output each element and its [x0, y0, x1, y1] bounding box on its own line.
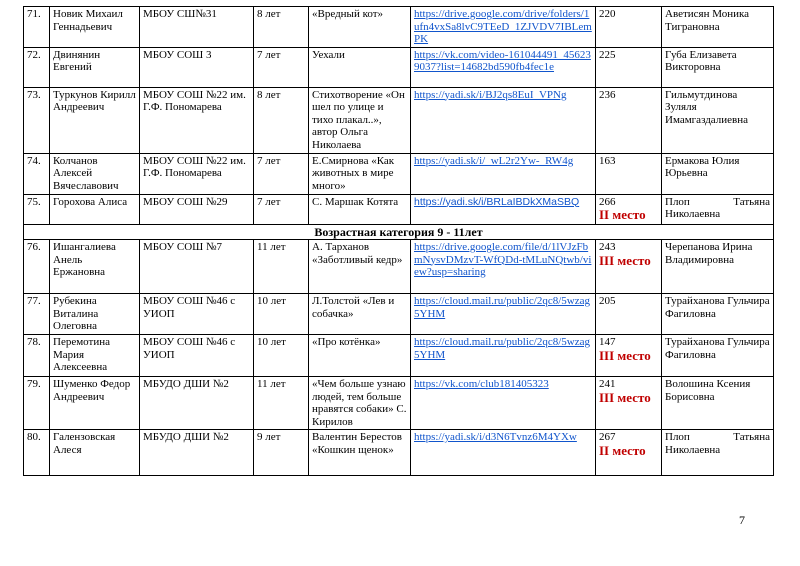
video-link-cell: [411, 335, 596, 377]
score-value: 147: [599, 336, 616, 348]
teacher-name: Черепанова Ирина Владимировна: [662, 240, 774, 294]
row-number: 73.: [24, 87, 50, 153]
place-award: II место: [599, 207, 646, 222]
video-link[interactable]: https://drive.google.com/drive/folders/1ufn4vxSa8lvC9TEeD_1ZJVDV7IBLemPK: [414, 8, 592, 45]
work-title: Л.Толстой «Лев и собачка»: [309, 294, 411, 335]
score-cell: [596, 153, 662, 194]
video-link-cell: [411, 7, 596, 48]
age-category-label: Возрастная категория 9 - 11лет: [24, 224, 774, 240]
school-name: МБОУ СОШ №46 с УИОП: [140, 294, 254, 335]
table-row: [24, 377, 774, 430]
page-number: 7: [739, 513, 745, 527]
rows-age-group-7-8: [24, 7, 774, 225]
table-row: [24, 153, 774, 194]
rows-age-group-9-11: [24, 240, 774, 476]
school-name: МБОУ СОШ 3: [140, 47, 254, 87]
participant-name: Новик Михаил Геннадьевич: [50, 7, 140, 48]
school-name: МБОУ СОШ №22 им. Г.Ф. Пономарева: [140, 153, 254, 194]
participant-name: Горохова Алиса: [50, 194, 140, 224]
table-row: [24, 87, 774, 153]
participant-name: Двинянин Евгений: [50, 47, 140, 87]
video-link[interactable]: https://yadi.sk/i/d3N6Tvnz6M4YXw: [414, 431, 577, 443]
score-cell: [596, 377, 662, 430]
score-value: 205: [599, 295, 616, 307]
participant-name: Ишангалиева Анель Ержановна: [50, 240, 140, 294]
participant-age: 7 лет: [254, 47, 309, 87]
table-row: [24, 47, 774, 87]
participant-name: Шуменко Федор Андреевич: [50, 377, 140, 430]
video-link[interactable]: https://yadi.sk/i/BJ2qs8EuI_VPNg: [414, 88, 567, 101]
video-link-cell: [411, 47, 596, 87]
table-row: [24, 294, 774, 335]
score-cell: [596, 194, 662, 224]
video-link[interactable]: https://drive.google.com/file/d/1lVJzFbmNysvDMzvT-WfQDd-tMLuNQtwb/view?usp=sharing: [414, 241, 592, 278]
work-title: «Чем больше узнаю людей, тем больше нравятся собаки» С. Кирилов: [309, 377, 411, 430]
school-name: МБУДО ДШИ №2: [140, 377, 254, 430]
video-link[interactable]: https://cloud.mail.ru/public/2qc8/5wzag5YHM: [414, 336, 590, 361]
table-row: [24, 240, 774, 294]
work-title: Е.Смирнова «Как животных в мире много»: [309, 153, 411, 194]
participant-age: 7 лет: [254, 194, 309, 224]
teacher-name: Губа Елизавета Викторовна: [662, 47, 774, 87]
video-link[interactable]: https://yadi.sk/i/BRLaIBDkXMaSBQ: [414, 195, 580, 208]
row-number: 72.: [24, 47, 50, 87]
score-value: 236: [599, 88, 616, 101]
participant-age: 10 лет: [254, 294, 309, 335]
row-number: 71.: [24, 7, 50, 48]
teacher-name: Волошина Ксения Борисовна: [662, 377, 774, 430]
work-title: Уехали: [309, 47, 411, 87]
participant-age: 11 лет: [254, 240, 309, 294]
participant-name: Рубекина Виталина Олеговна: [50, 294, 140, 335]
score-cell: [596, 240, 662, 294]
score-cell: [596, 294, 662, 335]
row-number: 75.: [24, 194, 50, 224]
video-link-cell: [411, 153, 596, 194]
score-cell: [596, 430, 662, 476]
video-link[interactable]: https://cloud.mail.ru/public/2qc8/5wzag5YHM: [414, 295, 590, 320]
participant-name: Перемотина Мария Алексеевна: [50, 335, 140, 377]
school-name: МБОУ СОШ №7: [140, 240, 254, 294]
work-title: А. Тарханов «Заботливый кедр»: [309, 240, 411, 294]
participant-age: 11 лет: [254, 377, 309, 430]
row-number: 76.: [24, 240, 50, 294]
participant-age: 7 лет: [254, 153, 309, 194]
table-row: [24, 7, 774, 48]
teacher-name: Гильмутдинова Зуляля Имамгаздалиевна: [662, 87, 774, 153]
row-number: 77.: [24, 294, 50, 335]
age-category-row: [24, 224, 774, 240]
school-name: МБОУ СОШ №29: [140, 194, 254, 224]
results-table: [23, 6, 774, 476]
score-value: 266: [599, 195, 616, 208]
video-link-cell: [411, 377, 596, 430]
place-award: III место: [599, 347, 651, 363]
participant-age: 8 лет: [254, 87, 309, 153]
participant-name: Галензовская Алеся: [50, 430, 140, 476]
school-name: МБОУ СОШ №46 с УИОП: [140, 335, 254, 377]
work-title: С. Маршак Котята: [309, 194, 411, 224]
table-row: [24, 194, 774, 224]
score-cell: [596, 87, 662, 153]
row-number: 79.: [24, 377, 50, 430]
video-link-cell: [411, 430, 596, 476]
score-value: 267: [599, 431, 616, 443]
work-title: Валентин Берестов «Кошкин щенок»: [309, 430, 411, 476]
teacher-name: Плоп Татьяна Николаевна: [662, 194, 774, 224]
score-cell: [596, 7, 662, 48]
row-number: 80.: [24, 430, 50, 476]
participant-age: 10 лет: [254, 335, 309, 377]
score-cell: [596, 335, 662, 377]
teacher-name: Ермакова Юлия Юрьевна: [662, 153, 774, 194]
place-award: II место: [599, 442, 646, 458]
video-link[interactable]: https://vk.com/video-161044491_456239037?list=14682bd590fb4fec1e: [414, 48, 591, 73]
score-value: 241: [599, 378, 616, 390]
video-link[interactable]: https://vk.com/club181405323: [414, 378, 549, 390]
table-row: [24, 335, 774, 377]
table-row: [24, 430, 774, 476]
school-name: МБУДО ДШИ №2: [140, 430, 254, 476]
score-value: 220: [599, 8, 616, 20]
teacher-name: Турайханова Гульчира Фагиловна: [662, 294, 774, 335]
work-title: Стихотворение «Он шел по улице и тихо плакал..», автор Ольга Николаева: [309, 87, 411, 153]
video-link[interactable]: https://yadi.sk/i/_wL2r2Yw-_RW4g: [414, 154, 574, 167]
school-name: МБОУ СОШ №22 им. Г.Ф. Пономарева: [140, 87, 254, 153]
row-number: 74.: [24, 153, 50, 194]
video-link-cell: [411, 87, 596, 153]
participant-name: Колчанов Алексей Вячеславович: [50, 153, 140, 194]
work-title: «Вредный кот»: [309, 7, 411, 48]
video-link-cell: [411, 240, 596, 294]
score-value: 243: [599, 241, 616, 253]
place-award: III место: [599, 389, 651, 405]
score-cell: [596, 47, 662, 87]
video-link-cell: [411, 194, 596, 224]
score-value: 225: [599, 48, 616, 61]
teacher-name: Плоп Татьяна Николаевна: [662, 430, 774, 476]
video-link-cell: [411, 294, 596, 335]
work-title: «Про котёнка»: [309, 335, 411, 377]
participant-name: Туркунов Кирилл Андреевич: [50, 87, 140, 153]
place-award: III место: [599, 252, 651, 268]
row-number: 78.: [24, 335, 50, 377]
school-name: МБОУ СШ№31: [140, 7, 254, 48]
teacher-name: Аветисян Моника Тиграновна: [662, 7, 774, 48]
participant-age: 8 лет: [254, 7, 309, 48]
teacher-name: Турайханова Гульчира Фагиловна: [662, 335, 774, 377]
score-value: 163: [599, 154, 616, 167]
participant-age: 9 лет: [254, 430, 309, 476]
